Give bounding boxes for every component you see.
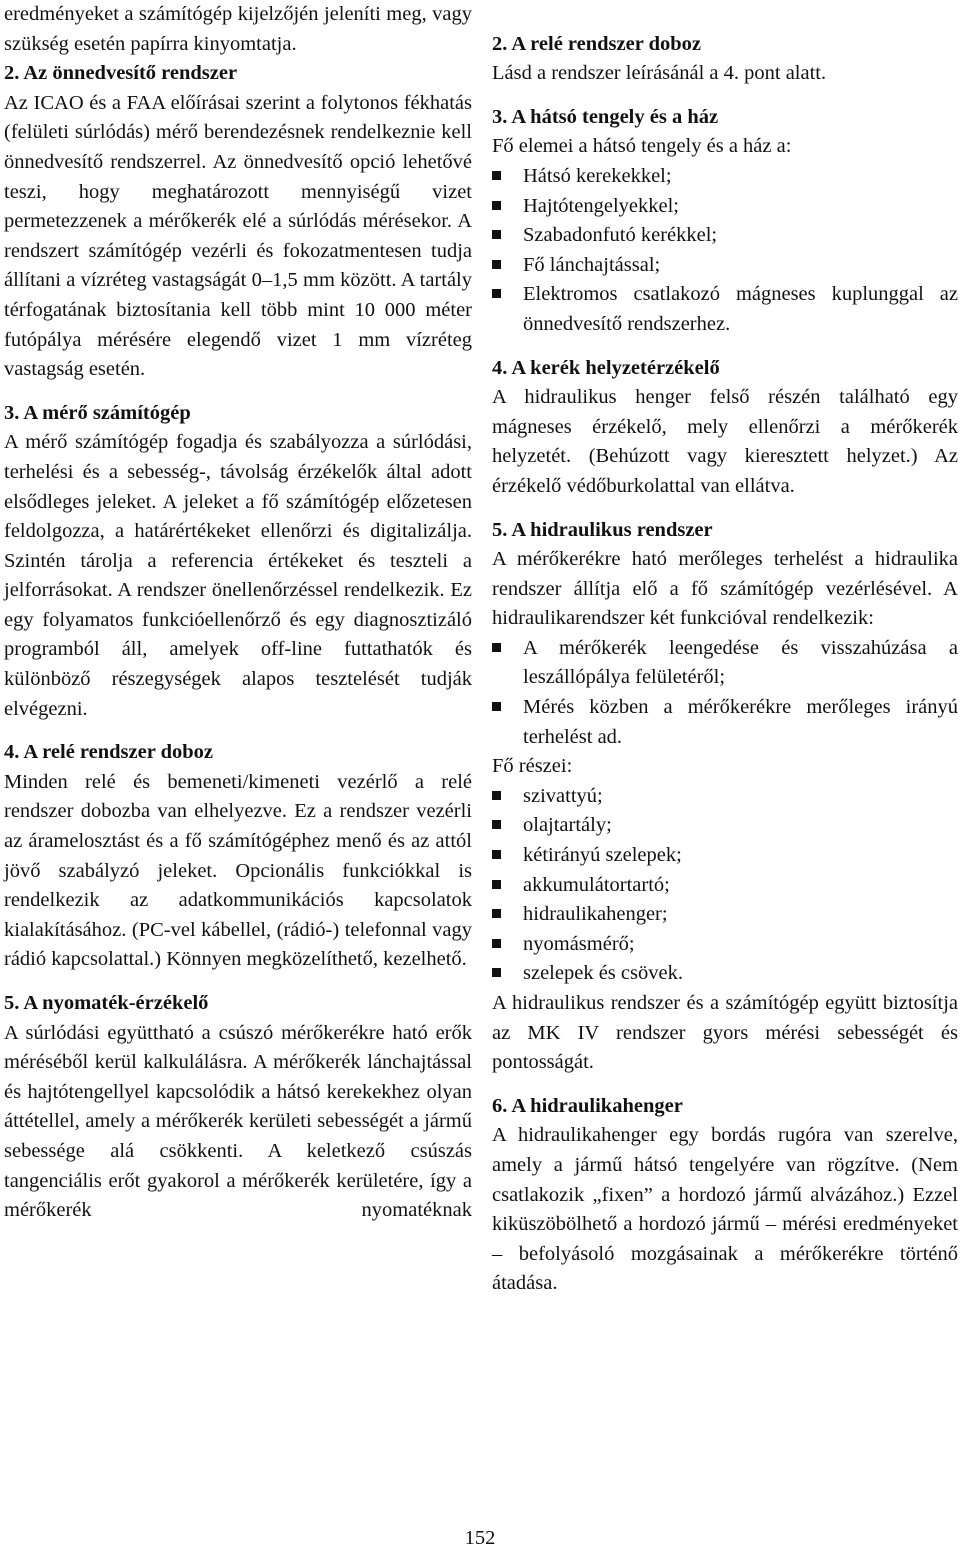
section-intro-hatso-tengely: Fő elemei a hátsó tengely és a ház a: xyxy=(492,135,792,158)
section-body-rele-doboz: Minden relé és bemeneti/kimeneti vezérlő a relé rendszer dobozba van elhelyezve. Ez a rendszer vezérli az áramelosztást és a fő számítógéphez menő és az attól jövő szabályzó jeleket. Opcionális funkciókkal is rendelkezik az adatkommunikációs kapcsolatok kialakításához. (PC-vel kábellel, (rádió-) telefonnal vagy rádió kapcsolattal.) Könnyen megközelíthető, kezelhető. xyxy=(4,770,472,971)
section-heading-hidraulikus-rendszer: 5. A hidraulikus rendszer xyxy=(492,518,713,541)
hidraulika-closing: A hidraulikus rendszer és a számítógép együtt biztosítja az MK IV rendszer gyors mérési sebességét és pontosságát. xyxy=(492,992,958,1074)
section-body-hidraulikus-rendszer: A mérőkerékre ható merőleges terhelést a hidraulika rendszer állítja elő a fő számítógép vezérlésével. A hidraulikarendszer két funkcióval rendelkezik: xyxy=(492,548,958,630)
hidraulika-functions-list xyxy=(492,634,958,752)
right-column xyxy=(492,0,958,1299)
square-bullet-icon xyxy=(492,201,501,210)
square-bullet-icon xyxy=(492,909,501,918)
square-bullet-icon xyxy=(492,850,501,859)
list-item: nyomásmérő; xyxy=(492,930,958,960)
section-heading-nyomatek-erzekelo: 5. A nyomaték-érzékelő xyxy=(4,992,209,1014)
section-heading-onnedvesito: 2. Az önnedvesítő rendszer xyxy=(4,62,238,85)
parts-label: Fő részei: xyxy=(492,755,573,778)
list-item: A mérőkerék leengedése és visszahúzása a leszállópálya felületéről; xyxy=(492,634,958,693)
section-heading-rele-doboz: 4. A relé rendszer doboz xyxy=(4,741,213,764)
section-body-onnedvesito: Az ICAO és a FAA előírásai szerint a folytonos fékhatás (felületi súrlódás) mérő berendezésnek rendelkeznie kell önnedvesítő rendszerrel. Az önnedvesítő opció lehetővé teszi, hogy meghatározott mennyiségű vizet permetezzenek a mérőkerék elé a súrlódás mérésekor. A rendszert számítógép vezérli és fokozatmentesen tudja állítani a vízréteg vastagságát 0–1,5 mm között. A tartály térfogatának biztosítania kell több mint 10 000 méter futópálya mérésére elegendő vizet 1 mm vízréteg vastagság esetén. xyxy=(4,91,472,381)
list-item: Mérés közben a mérőkerékre merőleges irányú terhelést ad. xyxy=(492,693,958,752)
square-bullet-icon xyxy=(492,230,501,239)
hatso-tengely-list xyxy=(492,162,958,340)
section-body-nyomatek-erzekelo: A súrlódási együttható a csúszó mérőkerékre ható erők méréséből kerül kalkulálásra. A mérőkerék lánchajtással és hajtótengellyel kapcsolódik a hátsó kerekekhez olyan áttétellel, amely a mérőkerék kerületi sebességét a jármű sebessége alá csökkenti. A keletkező csúszás tangenciális erőt gyakorol a mérőkerék kerületére, így a mérőkerék nyomatéknak xyxy=(4,1021,472,1222)
section-heading-hidraulikahenger: 6. A hidraulikahenger xyxy=(492,1094,683,1117)
list-item: Elektromos csatlakozó mágneses kuplunggal az önnedvesítő rendszerhez. xyxy=(492,280,958,339)
square-bullet-icon xyxy=(492,820,501,829)
section-body-mero-szamitogep: A mérő számítógép fogadja és szabályozza a súrlódási, terhelési és a sebesség-, távolság érzékelők által adott elsődleges jeleket. A jeleket a fő számítógép előzetesen feldolgozza, a határértékeket ellenőrzi és digitalizálja. Szintén tárolja a referencia értékeket és teszteli a jelforrásokat. A rendszer önellenőrzéssel rendelkezik. Ez egy folyamatos funkcióellenőrző és egy diagnosztizáló programból áll, amelyek off-line futtathatók és különböző részegységek alapos tesztelését tudják elvégezni. xyxy=(4,431,472,720)
section-heading-kerek-helyzeterzekelo: 4. A kerék helyzetérzékelő xyxy=(492,356,720,379)
section-heading-hatso-tengely: 3. A hátsó tengely és a ház xyxy=(492,105,719,128)
section-body-rele-doboz-2: Lásd a rendszer leírásánál a 4. pont alatt. xyxy=(492,62,827,85)
section-body-kerek-helyzeterzekelo: A hidraulikus henger felső részén található egy mágneses érzékelő, mely ellenőrzi a mérőkerék helyzetét. (Behúzott vagy kieresztett helyzet.) Az érzékelő védőburkolattal van ellátva. xyxy=(492,386,958,497)
square-bullet-icon xyxy=(492,880,501,889)
list-item: olajtartály; xyxy=(492,811,958,841)
list-item: szivattyú; xyxy=(492,782,958,812)
list-item: Hajtótengelyekkel; xyxy=(492,192,958,222)
intro-paragraph: eredményeket a számítógép kijelzőjén jeleníti meg, vagy szükség esetén papírra kinyomtatja. xyxy=(4,3,472,55)
square-bullet-icon xyxy=(492,939,501,948)
square-bullet-icon xyxy=(492,968,501,977)
left-column xyxy=(4,0,472,1226)
square-bullet-icon xyxy=(492,171,501,180)
square-bullet-icon xyxy=(492,791,501,800)
section-heading-rele-doboz-2: 2. A relé rendszer doboz xyxy=(492,32,701,55)
list-item: Szabadonfutó kerékkel; xyxy=(492,221,958,251)
section-body-hidraulikahenger: A hidraulikahenger egy bordás rugóra van szerelve, amely a jármű hátsó tengelyére van rögzítve. (Nem csatlakozik „fixen” a hordozó jármű alvázához.) Ezzel kiküszöbölhető a hordozó jármű – mérési eredményeket – befolyásoló mozgásainak a mérőkerékre történő átadása. xyxy=(492,1124,958,1295)
square-bullet-icon xyxy=(492,289,501,298)
list-item: hidraulikahenger; xyxy=(492,900,958,930)
list-item: Fő lánchajtással; xyxy=(492,251,958,281)
section-heading-mero-szamitogep: 3. A mérő számítógép xyxy=(4,401,191,424)
square-bullet-icon xyxy=(492,643,501,652)
page-number: 152 xyxy=(464,1527,496,1549)
list-item: kétirányú szelepek; xyxy=(492,841,958,871)
list-item: akkumulátortartó; xyxy=(492,871,958,901)
hidraulika-parts-list xyxy=(492,782,958,989)
list-item: szelepek és csövek. xyxy=(492,959,958,989)
list-item: Hátsó kerekekkel; xyxy=(492,162,958,192)
square-bullet-icon xyxy=(492,702,501,711)
square-bullet-icon xyxy=(492,260,501,269)
